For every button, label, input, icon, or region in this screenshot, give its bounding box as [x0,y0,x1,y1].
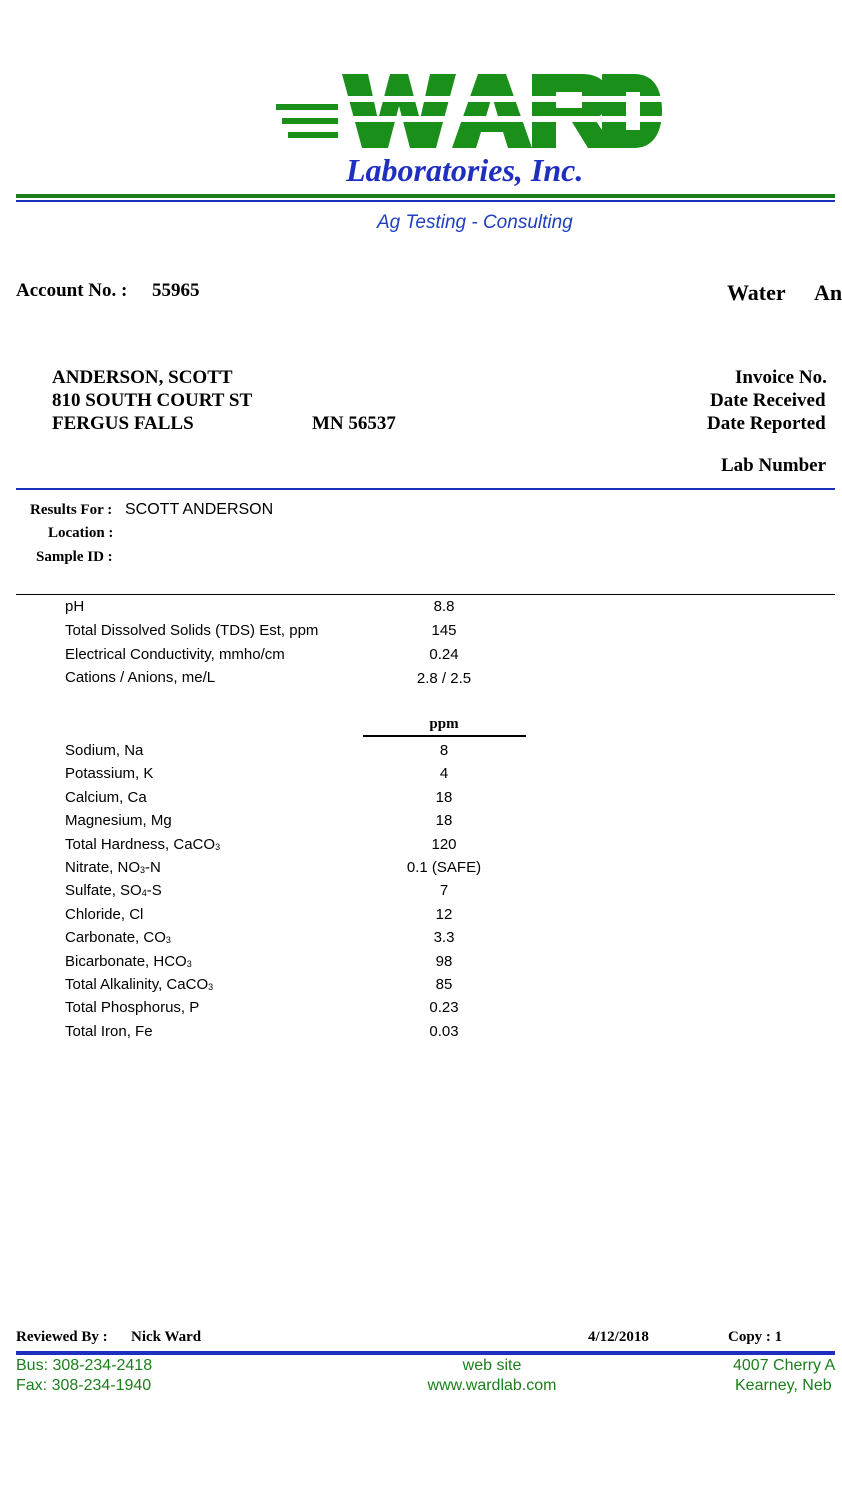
copy-number: Copy : 1 [728,1329,783,1345]
row-label-tds: Total Dissolved Solids (TDS) Est, ppm [65,622,319,639]
results-for-label: Results For : [30,502,113,518]
row-value-ph: 8.8 [433,598,455,615]
lab-number-label: Lab Number [721,455,827,476]
footer-bus-phone: Bus: 308-234-2418 [16,1357,153,1374]
ppm-row-value: 85 [435,976,453,993]
ppm-header: ppm [429,716,459,732]
address-state-zip: MN 56537 [312,413,396,434]
invoice-label: Invoice No. [735,367,827,388]
location-label: Location : [48,525,114,541]
footer-street: 4007 Cherry A [733,1357,836,1374]
ppm-row-label: Calcium, Ca [65,789,147,806]
reviewed-by-label: Reviewed By : [16,1329,108,1345]
ppm-row-value: 18 [435,812,453,829]
address-city: FERGUS FALLS [52,413,194,434]
tagline: Ag Testing - Consulting [377,212,573,233]
ppm-row-label: Potassium, K [65,765,154,782]
row-value-ec: 0.24 [429,646,459,663]
report-title-1: Water [727,280,786,305]
row-label-cations: Cations / Anions, me/L [65,669,216,686]
ppm-underline [363,735,526,737]
report-date: 4/12/2018 [588,1329,649,1345]
date-reported-label: Date Reported [707,413,826,434]
results-for-value: SCOTT ANDERSON [125,501,274,518]
reviewed-by-name: Nick Ward [131,1329,202,1345]
ppm-row-label: Total Phosphorus, P [65,999,200,1016]
ppm-row-value: 4 [439,765,449,782]
row-value-tds: 145 [431,622,457,639]
row-label-ec: Electrical Conductivity, mmho/cm [65,646,285,663]
ppm-row-value: 3.3 [433,929,455,946]
ppm-row-value: 120 [431,836,457,853]
address-rule [16,488,835,490]
row-value-cations: 2.8 / 2.5 [416,670,472,687]
address-name: ANDERSON, SCOTT [52,367,233,388]
results-rule [16,594,835,595]
ppm-row-value: 0.1 (SAFE) [406,859,482,876]
ppm-row-label: Sodium, Na [65,742,144,759]
ppm-row-value: 98 [435,953,453,970]
ppm-row-value: 8 [439,742,449,759]
footer-rule [16,1351,835,1355]
lab-name: Laboratories, Inc. [346,152,584,188]
header-rule-green [16,194,835,198]
footer-web-url[interactable]: www.wardlab.com [427,1377,557,1394]
header-rule-blue [16,200,835,202]
footer-fax: Fax: 308-234-1940 [16,1377,152,1394]
row-label-ph: pH [65,598,85,615]
ppm-row-label: Total Alkalinity, CaCO$_3$ [65,976,214,993]
ppm-row-label: Bicarbonate, $HCO_3$ [65,953,192,970]
ppm-row-value: 18 [435,789,453,806]
footer-city: Kearney, Neb [735,1377,832,1394]
ppm-row-label: Chloride, Cl [65,906,144,923]
ppm-row-label: Magnesium, Mg [65,812,172,829]
ppm-row-value: 0.03 [429,1023,459,1040]
ppm-row-value: 12 [435,906,453,923]
account-label: Account No. : [16,280,128,301]
ppm-row-label: Nitrate, $NO_3-N$ [65,859,161,876]
sample-id-label: Sample ID : [36,549,113,565]
ppm-row-value: 0.23 [429,999,459,1016]
ppm-row-value: 7 [439,882,449,899]
ppm-row-label: Sulfate, $SO_4-S$ [65,882,162,899]
ppm-row-label: Total Hardness, CaCO$_3$ [65,836,221,853]
account-number: 55965 [152,280,200,301]
address-street: 810 SOUTH COURT ST [52,390,253,411]
report-title-2: An [814,280,842,305]
date-received-label: Date Received [710,390,826,411]
ppm-row-label: Carbonate, $CO_3$ [65,929,171,946]
footer-web-label: web site [462,1357,522,1374]
ppm-row-label: Total Iron, Fe [65,1023,153,1040]
